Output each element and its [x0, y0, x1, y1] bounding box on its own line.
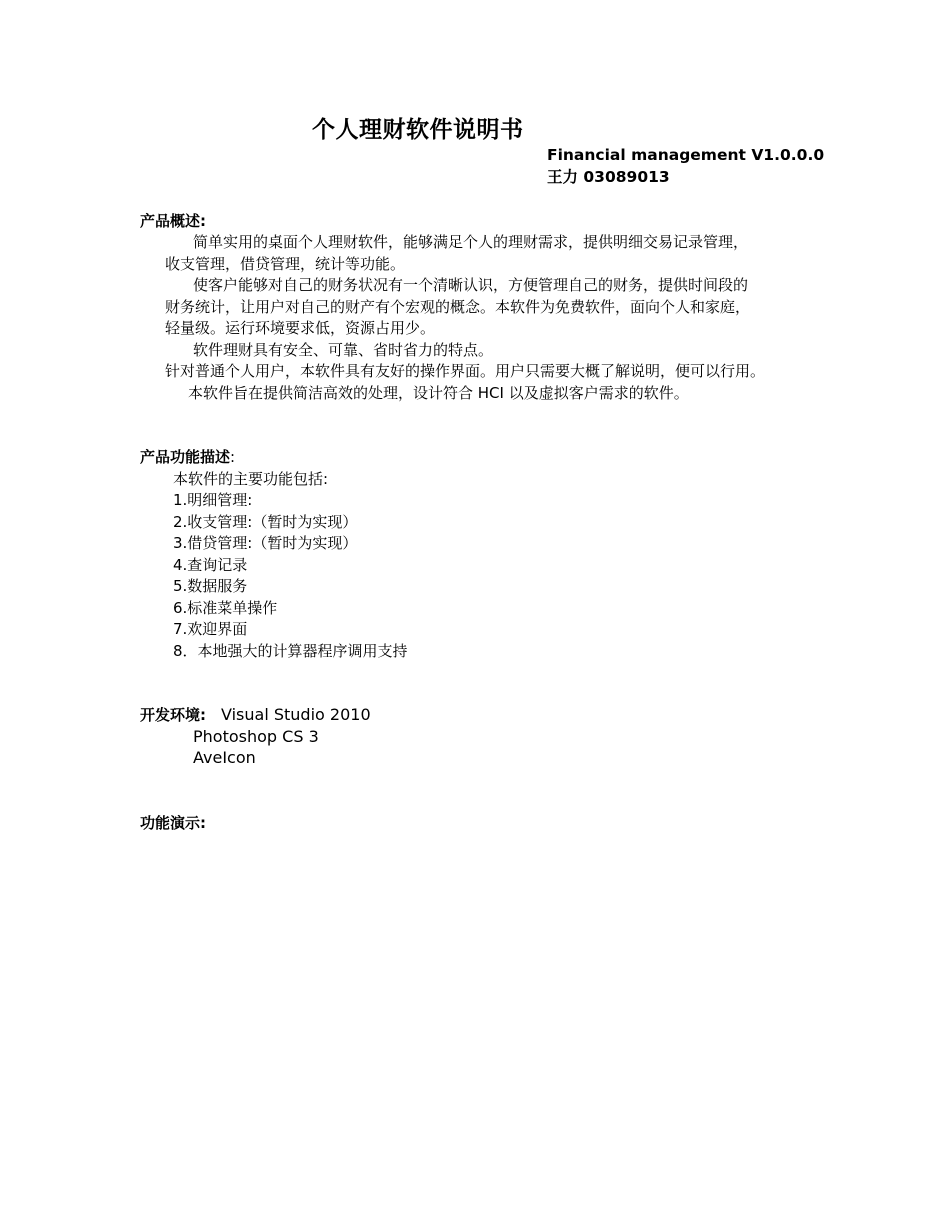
product-version: Financial management V1.0.0.0 [547, 146, 825, 164]
features-heading-text: 产品功能描述 [140, 448, 231, 466]
features-heading [140, 448, 235, 467]
demo-heading: 功能演示: [140, 814, 206, 832]
overview-line: 收支管理，借贷管理，统计等功能。 [165, 255, 406, 273]
environment-heading: 开发环境: [140, 706, 206, 724]
overview-line: 轻量级。运行环境要求低，资源占用少。 [165, 319, 436, 337]
feature-item: 4.查询记录 [173, 556, 248, 574]
overview-line: 软件理财具有安全、可靠、省时省力的特点。 [193, 341, 494, 359]
overview-line: 针对普通个人用户，本软件具有友好的操作界面。用户只需要大概了解说明，便可以行用。 [165, 362, 766, 380]
overview-heading: 产品概述: [140, 212, 206, 230]
feature-item: 6.标准菜单操作 [173, 599, 278, 617]
feature-item: 7.欢迎界面 [173, 620, 248, 638]
feature-item: 3.借贷管理:（暂时为实现） [173, 534, 358, 552]
feature-item: 2.收支管理:（暂时为实现） [173, 513, 358, 531]
overview-line: 财务统计，让用户对自己的财产有个宏观的概念。本软件为免费软件，面向个人和家庭， [165, 298, 751, 316]
environment-tool: Visual Studio 2010 [221, 705, 371, 724]
document-title: 个人理财软件说明书 [312, 117, 524, 143]
overview-line: 本软件旨在提供简洁高效的处理，设计符合 HCI 以及虚拟客户需求的软件。 [188, 384, 689, 402]
overview-line: 使客户能够对自己的财务状况有一个清晰认识，方便管理自己的财务，提供时间段的 [193, 276, 749, 294]
feature-item: 8．本地强大的计算器程序调用支持 [173, 642, 408, 660]
overview-line: 简单实用的桌面个人理财软件，能够满足个人的理财需求，提供明细交易记录管理， [193, 233, 749, 251]
environment-tool: AveIcon [193, 748, 256, 767]
environment-tool: Photoshop CS 3 [193, 727, 319, 746]
feature-item: 1.明细管理: [173, 491, 253, 509]
author-info: 王力 03089013 [547, 168, 670, 186]
features-heading-colon: : [230, 448, 236, 466]
feature-item: 5.数据服务 [173, 577, 248, 595]
features-intro: 本软件的主要功能包括: [173, 470, 329, 488]
